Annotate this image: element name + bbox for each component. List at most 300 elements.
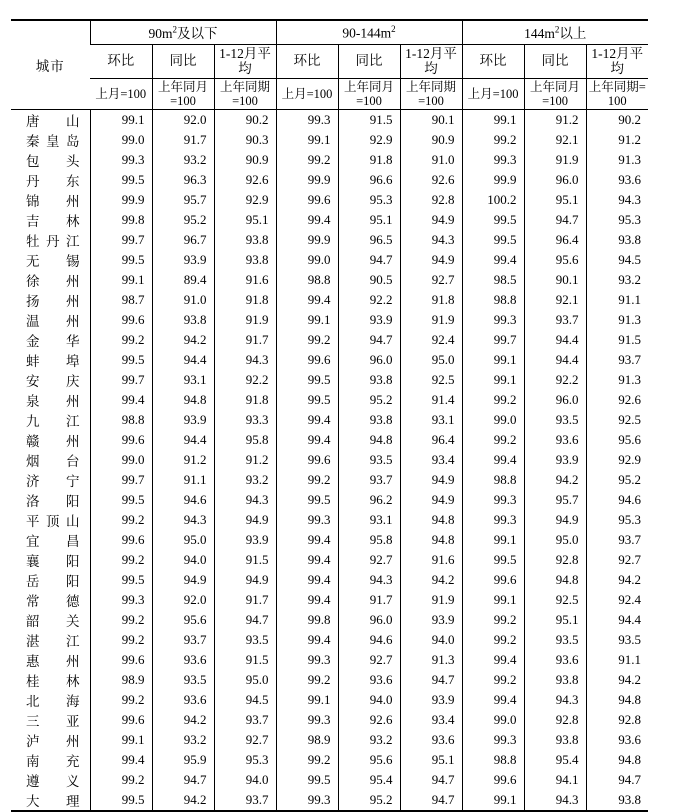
base-header-same-period: 上年同期=100 bbox=[586, 78, 648, 110]
index-value-cell: 99.5 bbox=[276, 370, 338, 390]
base-header-same-month: 上年同月=100 bbox=[524, 78, 586, 110]
index-value-cell: 99.7 bbox=[90, 470, 152, 490]
city-name: 岳 阳 bbox=[26, 574, 80, 590]
index-value-cell: 94.6 bbox=[586, 490, 648, 510]
index-value-cell: 99.2 bbox=[462, 610, 524, 630]
index-value-cell: 96.4 bbox=[400, 430, 462, 450]
index-value-cell: 94.9 bbox=[400, 250, 462, 270]
index-value-cell: 98.8 bbox=[90, 410, 152, 430]
index-value-cell: 94.3 bbox=[524, 790, 586, 811]
index-value-cell: 99.1 bbox=[462, 350, 524, 370]
group-label-suffix: 以上 bbox=[559, 26, 587, 42]
index-value-cell: 90.1 bbox=[524, 270, 586, 290]
index-value-cell: 94.2 bbox=[586, 570, 648, 590]
index-value-cell: 94.7 bbox=[400, 770, 462, 790]
index-value-cell: 96.7 bbox=[152, 230, 214, 250]
index-value-cell: 93.4 bbox=[400, 710, 462, 730]
index-value-cell: 91.5 bbox=[338, 110, 400, 131]
group-header-90-144 bbox=[276, 20, 462, 44]
table-row bbox=[11, 430, 648, 450]
index-value-cell: 99.2 bbox=[90, 610, 152, 630]
index-value-cell: 99.3 bbox=[90, 590, 152, 610]
metric-header-mom: 环比 bbox=[462, 44, 524, 78]
index-value-cell: 91.8 bbox=[214, 390, 276, 410]
index-value-cell: 90.2 bbox=[586, 110, 648, 131]
city-name: 蚌 埠 bbox=[26, 354, 80, 370]
metric-header-mom: 环比 bbox=[90, 44, 152, 78]
index-value-cell: 93.7 bbox=[524, 310, 586, 330]
table-row bbox=[11, 230, 648, 250]
index-value-cell: 95.3 bbox=[338, 190, 400, 210]
index-value-cell: 99.4 bbox=[276, 410, 338, 430]
index-value-cell: 94.8 bbox=[400, 510, 462, 530]
city-name: 桂 林 bbox=[26, 674, 80, 690]
index-value-cell: 94.4 bbox=[152, 430, 214, 450]
group-header-144-above bbox=[462, 20, 648, 44]
table-row bbox=[11, 790, 648, 811]
index-value-cell: 99.9 bbox=[462, 170, 524, 190]
index-value-cell: 94.9 bbox=[524, 510, 586, 530]
index-value-cell: 99.5 bbox=[276, 490, 338, 510]
index-value-cell: 93.8 bbox=[152, 310, 214, 330]
index-value-cell: 96.6 bbox=[338, 170, 400, 190]
index-value-cell: 99.5 bbox=[90, 570, 152, 590]
index-value-cell: 99.5 bbox=[90, 490, 152, 510]
index-value-cell: 92.7 bbox=[586, 550, 648, 570]
index-value-cell: 93.2 bbox=[338, 730, 400, 750]
index-value-cell: 99.1 bbox=[462, 790, 524, 811]
index-value-cell: 91.6 bbox=[214, 270, 276, 290]
index-value-cell: 92.5 bbox=[400, 370, 462, 390]
index-value-cell: 99.0 bbox=[90, 450, 152, 470]
city-name: 宜 昌 bbox=[26, 534, 80, 550]
index-value-cell: 91.6 bbox=[400, 550, 462, 570]
index-value-cell: 96.5 bbox=[338, 230, 400, 250]
index-value-cell: 93.9 bbox=[152, 410, 214, 430]
index-value-cell: 92.8 bbox=[524, 710, 586, 730]
table-row bbox=[11, 190, 648, 210]
index-value-cell: 92.1 bbox=[524, 130, 586, 150]
index-value-cell: 91.5 bbox=[586, 330, 648, 350]
table-row bbox=[11, 130, 648, 150]
city-column-header: 城市 bbox=[11, 20, 90, 110]
index-value-cell: 95.8 bbox=[214, 430, 276, 450]
table-row bbox=[11, 730, 648, 750]
index-value-cell: 93.8 bbox=[338, 370, 400, 390]
index-value-cell: 92.2 bbox=[214, 370, 276, 390]
index-value-cell: 92.8 bbox=[586, 710, 648, 730]
table-row bbox=[11, 470, 648, 490]
group-label: 144m bbox=[524, 26, 555, 42]
index-value-cell: 92.0 bbox=[152, 110, 214, 131]
group-header-90-below bbox=[90, 20, 276, 44]
index-value-cell: 99.5 bbox=[90, 350, 152, 370]
index-value-cell: 93.4 bbox=[400, 450, 462, 470]
index-value-cell: 94.8 bbox=[152, 390, 214, 410]
index-value-cell: 94.4 bbox=[524, 350, 586, 370]
index-value-cell: 93.1 bbox=[400, 410, 462, 430]
index-value-cell: 93.9 bbox=[524, 450, 586, 470]
city-name: 扬 州 bbox=[26, 294, 80, 310]
index-value-cell: 93.3 bbox=[214, 410, 276, 430]
index-value-cell: 94.8 bbox=[524, 570, 586, 590]
index-value-cell: 99.5 bbox=[462, 230, 524, 250]
index-value-cell: 99.5 bbox=[90, 170, 152, 190]
city-cell bbox=[11, 790, 90, 811]
base-header-same-period: 上年同期=100 bbox=[400, 78, 462, 110]
city-name: 济 宁 bbox=[26, 474, 80, 490]
group-label-suffix: 及以下 bbox=[177, 26, 218, 42]
metric-header-yoy: 同比 bbox=[524, 44, 586, 78]
index-value-cell: 93.7 bbox=[586, 350, 648, 370]
index-value-cell: 90.5 bbox=[338, 270, 400, 290]
index-value-cell: 99.7 bbox=[90, 370, 152, 390]
index-value-cell: 91.9 bbox=[400, 590, 462, 610]
index-value-cell: 91.9 bbox=[524, 150, 586, 170]
index-value-cell: 91.9 bbox=[400, 310, 462, 330]
superscript-2: 2 bbox=[172, 24, 178, 35]
group-label: 90-144m bbox=[342, 25, 392, 40]
index-value-cell: 92.2 bbox=[338, 290, 400, 310]
index-value-cell: 99.6 bbox=[90, 710, 152, 730]
city-name: 丹 东 bbox=[26, 174, 80, 190]
city-cell bbox=[11, 510, 90, 530]
city-name: 九 江 bbox=[26, 414, 80, 430]
index-value-cell: 99.5 bbox=[90, 790, 152, 811]
index-value-cell: 99.3 bbox=[462, 310, 524, 330]
index-value-cell: 91.3 bbox=[400, 650, 462, 670]
index-value-cell: 93.1 bbox=[338, 510, 400, 530]
index-value-cell: 95.1 bbox=[524, 610, 586, 630]
city-name: 平 顶 山 bbox=[26, 514, 80, 530]
table-row bbox=[11, 490, 648, 510]
index-value-cell: 94.7 bbox=[524, 210, 586, 230]
table-row bbox=[11, 330, 648, 350]
table-row bbox=[11, 310, 648, 330]
index-value-cell: 93.9 bbox=[400, 690, 462, 710]
index-value-cell: 95.1 bbox=[524, 190, 586, 210]
index-value-cell: 94.8 bbox=[586, 750, 648, 770]
table-row bbox=[11, 350, 648, 370]
index-value-cell: 95.0 bbox=[400, 350, 462, 370]
index-value-cell: 96.0 bbox=[524, 170, 586, 190]
index-value-cell: 99.4 bbox=[276, 570, 338, 590]
index-value-cell: 99.4 bbox=[462, 690, 524, 710]
index-value-cell: 91.2 bbox=[214, 450, 276, 470]
city-cell bbox=[11, 330, 90, 350]
city-cell bbox=[11, 590, 90, 610]
index-value-cell: 98.7 bbox=[90, 290, 152, 310]
index-value-cell: 99.2 bbox=[462, 630, 524, 650]
city-name: 南 充 bbox=[26, 754, 80, 770]
index-value-cell: 93.8 bbox=[586, 230, 648, 250]
city-name: 安 庆 bbox=[26, 374, 80, 390]
city-name: 泉 州 bbox=[26, 394, 80, 410]
city-name: 牡 丹 江 bbox=[26, 234, 80, 250]
index-value-cell: 99.1 bbox=[90, 730, 152, 750]
index-value-cell: 95.2 bbox=[586, 470, 648, 490]
index-value-cell: 91.4 bbox=[400, 390, 462, 410]
index-value-cell: 94.2 bbox=[152, 330, 214, 350]
index-value-cell: 99.0 bbox=[462, 410, 524, 430]
index-value-cell: 91.2 bbox=[524, 110, 586, 131]
index-value-cell: 92.7 bbox=[338, 550, 400, 570]
index-value-cell: 95.4 bbox=[524, 750, 586, 770]
table-row bbox=[11, 110, 648, 131]
table-row bbox=[11, 650, 648, 670]
index-value-cell: 94.7 bbox=[400, 670, 462, 690]
index-value-cell: 99.5 bbox=[462, 550, 524, 570]
city-cell bbox=[11, 730, 90, 750]
index-value-cell: 94.5 bbox=[214, 690, 276, 710]
index-value-cell: 94.3 bbox=[586, 190, 648, 210]
index-value-cell: 91.8 bbox=[214, 290, 276, 310]
city-cell bbox=[11, 750, 90, 770]
index-value-cell: 93.5 bbox=[338, 450, 400, 470]
index-value-cell: 98.9 bbox=[276, 730, 338, 750]
table-row bbox=[11, 210, 648, 230]
city-name: 大 理 bbox=[26, 794, 80, 810]
city-name: 烟 台 bbox=[26, 454, 80, 470]
index-value-cell: 93.2 bbox=[214, 470, 276, 490]
index-value-cell: 99.6 bbox=[276, 350, 338, 370]
index-value-cell: 99.6 bbox=[90, 650, 152, 670]
index-value-cell: 92.5 bbox=[524, 590, 586, 610]
city-name: 吉 林 bbox=[26, 214, 80, 230]
index-value-cell: 99.2 bbox=[276, 670, 338, 690]
index-value-cell: 99.6 bbox=[276, 190, 338, 210]
base-header-prev-month: 上月=100 bbox=[90, 78, 152, 110]
index-value-cell: 94.2 bbox=[586, 670, 648, 690]
city-name: 北 海 bbox=[26, 694, 80, 710]
table-row bbox=[11, 270, 648, 290]
index-value-cell: 94.4 bbox=[152, 350, 214, 370]
housing-price-index-table bbox=[11, 19, 648, 812]
city-name: 韶 关 bbox=[26, 614, 80, 630]
index-value-cell: 91.0 bbox=[152, 290, 214, 310]
index-value-cell: 99.3 bbox=[276, 510, 338, 530]
index-value-cell: 95.2 bbox=[338, 790, 400, 811]
index-value-cell: 93.8 bbox=[524, 670, 586, 690]
index-value-cell: 99.5 bbox=[276, 390, 338, 410]
index-value-cell: 99.3 bbox=[276, 650, 338, 670]
index-value-cell: 94.2 bbox=[152, 710, 214, 730]
index-value-cell: 93.5 bbox=[524, 630, 586, 650]
index-value-cell: 92.7 bbox=[400, 270, 462, 290]
index-value-cell: 93.5 bbox=[524, 410, 586, 430]
city-cell bbox=[11, 670, 90, 690]
table-row bbox=[11, 590, 648, 610]
index-value-cell: 92.7 bbox=[214, 730, 276, 750]
index-value-cell: 99.3 bbox=[462, 490, 524, 510]
index-value-cell: 94.9 bbox=[214, 510, 276, 530]
index-value-cell: 94.8 bbox=[586, 690, 648, 710]
index-value-cell: 90.9 bbox=[400, 130, 462, 150]
index-value-cell: 95.6 bbox=[586, 430, 648, 450]
table-row bbox=[11, 370, 648, 390]
city-cell bbox=[11, 230, 90, 250]
index-value-cell: 94.0 bbox=[400, 630, 462, 650]
index-value-cell: 99.4 bbox=[276, 590, 338, 610]
city-cell bbox=[11, 550, 90, 570]
index-value-cell: 90.2 bbox=[214, 110, 276, 131]
index-value-cell: 91.5 bbox=[214, 650, 276, 670]
metric-header-row bbox=[11, 44, 648, 78]
table-row bbox=[11, 610, 648, 630]
index-value-cell: 100.2 bbox=[462, 190, 524, 210]
base-header-row bbox=[11, 78, 648, 110]
index-value-cell: 99.9 bbox=[90, 190, 152, 210]
city-cell bbox=[11, 610, 90, 630]
index-value-cell: 96.0 bbox=[338, 610, 400, 630]
index-value-cell: 99.9 bbox=[276, 230, 338, 250]
index-value-cell: 92.6 bbox=[338, 710, 400, 730]
index-value-cell: 95.7 bbox=[524, 490, 586, 510]
index-value-cell: 96.4 bbox=[524, 230, 586, 250]
table-header bbox=[11, 20, 648, 110]
index-value-cell: 93.9 bbox=[400, 610, 462, 630]
table-row bbox=[11, 150, 648, 170]
table-row bbox=[11, 690, 648, 710]
index-value-cell: 99.3 bbox=[276, 110, 338, 131]
index-value-cell: 91.3 bbox=[586, 150, 648, 170]
metric-header-avg: 1-12月平均 bbox=[214, 44, 276, 78]
city-cell bbox=[11, 110, 90, 131]
index-value-cell: 93.6 bbox=[524, 430, 586, 450]
index-value-cell: 99.2 bbox=[276, 470, 338, 490]
index-value-cell: 99.3 bbox=[462, 150, 524, 170]
index-value-cell: 95.0 bbox=[152, 530, 214, 550]
index-value-cell: 99.3 bbox=[276, 710, 338, 730]
index-value-cell: 99.0 bbox=[90, 130, 152, 150]
index-value-cell: 91.7 bbox=[214, 590, 276, 610]
index-value-cell: 93.8 bbox=[586, 790, 648, 811]
city-cell bbox=[11, 290, 90, 310]
index-value-cell: 94.3 bbox=[214, 490, 276, 510]
index-value-cell: 93.6 bbox=[400, 730, 462, 750]
index-value-cell: 94.9 bbox=[400, 490, 462, 510]
index-value-cell: 94.7 bbox=[400, 790, 462, 811]
city-name: 湛 江 bbox=[26, 634, 80, 650]
index-value-cell: 98.5 bbox=[462, 270, 524, 290]
index-value-cell: 98.8 bbox=[462, 470, 524, 490]
index-value-cell: 94.4 bbox=[524, 330, 586, 350]
index-value-cell: 94.9 bbox=[214, 570, 276, 590]
index-value-cell: 99.1 bbox=[90, 270, 152, 290]
index-value-cell: 95.2 bbox=[338, 390, 400, 410]
index-value-cell: 95.3 bbox=[214, 750, 276, 770]
city-name: 常 德 bbox=[26, 594, 80, 610]
index-value-cell: 99.2 bbox=[462, 670, 524, 690]
index-value-cell: 95.8 bbox=[338, 530, 400, 550]
index-value-cell: 95.6 bbox=[152, 610, 214, 630]
index-value-cell: 99.2 bbox=[462, 390, 524, 410]
table-row bbox=[11, 630, 648, 650]
index-value-cell: 99.5 bbox=[90, 250, 152, 270]
index-value-cell: 93.6 bbox=[152, 690, 214, 710]
index-value-cell: 96.0 bbox=[338, 350, 400, 370]
index-value-cell: 94.7 bbox=[586, 770, 648, 790]
index-value-cell: 94.9 bbox=[152, 570, 214, 590]
index-value-cell: 93.8 bbox=[338, 410, 400, 430]
city-cell bbox=[11, 310, 90, 330]
index-value-cell: 93.6 bbox=[586, 170, 648, 190]
index-value-cell: 91.0 bbox=[400, 150, 462, 170]
city-name: 无 锡 bbox=[26, 254, 80, 270]
table-row bbox=[11, 250, 648, 270]
table-row bbox=[11, 450, 648, 470]
index-value-cell: 99.4 bbox=[462, 250, 524, 270]
index-value-cell: 93.8 bbox=[524, 730, 586, 750]
index-value-cell: 93.2 bbox=[586, 270, 648, 290]
index-value-cell: 94.7 bbox=[338, 330, 400, 350]
index-value-cell: 93.9 bbox=[152, 250, 214, 270]
index-value-cell: 91.8 bbox=[400, 290, 462, 310]
index-value-cell: 99.1 bbox=[276, 310, 338, 330]
index-value-cell: 99.6 bbox=[90, 430, 152, 450]
index-value-cell: 94.1 bbox=[524, 770, 586, 790]
index-value-cell: 91.7 bbox=[214, 330, 276, 350]
index-value-cell: 99.6 bbox=[462, 570, 524, 590]
index-value-cell: 94.3 bbox=[338, 570, 400, 590]
index-value-cell: 95.2 bbox=[152, 210, 214, 230]
index-value-cell: 92.4 bbox=[586, 590, 648, 610]
index-value-cell: 94.0 bbox=[338, 690, 400, 710]
city-cell bbox=[11, 630, 90, 650]
index-value-cell: 99.3 bbox=[462, 730, 524, 750]
city-cell bbox=[11, 490, 90, 510]
index-value-cell: 99.0 bbox=[462, 710, 524, 730]
index-value-cell: 99.2 bbox=[90, 770, 152, 790]
index-value-cell: 91.7 bbox=[152, 130, 214, 150]
index-value-cell: 94.6 bbox=[152, 490, 214, 510]
index-value-cell: 99.1 bbox=[462, 110, 524, 131]
group-header-row bbox=[11, 20, 648, 44]
city-name: 温 州 bbox=[26, 314, 80, 330]
index-value-cell: 94.4 bbox=[586, 610, 648, 630]
index-value-cell: 94.2 bbox=[400, 570, 462, 590]
index-value-cell: 92.5 bbox=[586, 410, 648, 430]
index-value-cell: 99.6 bbox=[462, 770, 524, 790]
index-value-cell: 95.1 bbox=[338, 210, 400, 230]
index-value-cell: 90.1 bbox=[400, 110, 462, 131]
index-value-cell: 99.2 bbox=[276, 750, 338, 770]
index-value-cell: 99.9 bbox=[276, 170, 338, 190]
index-value-cell: 91.1 bbox=[152, 470, 214, 490]
index-value-cell: 92.2 bbox=[524, 370, 586, 390]
metric-header-yoy: 同比 bbox=[152, 44, 214, 78]
index-value-cell: 99.1 bbox=[462, 590, 524, 610]
index-value-cell: 94.3 bbox=[214, 350, 276, 370]
table-row bbox=[11, 410, 648, 430]
index-value-cell: 99.4 bbox=[90, 750, 152, 770]
index-value-cell: 94.3 bbox=[400, 230, 462, 250]
city-name: 锦 州 bbox=[26, 194, 80, 210]
index-value-cell: 93.7 bbox=[214, 710, 276, 730]
table-row bbox=[11, 770, 648, 790]
city-cell bbox=[11, 470, 90, 490]
index-value-cell: 91.9 bbox=[214, 310, 276, 330]
index-value-cell: 91.5 bbox=[214, 550, 276, 570]
city-cell bbox=[11, 530, 90, 550]
index-value-cell: 91.2 bbox=[152, 450, 214, 470]
index-value-cell: 95.7 bbox=[152, 190, 214, 210]
city-cell bbox=[11, 410, 90, 430]
superscript-2: 2 bbox=[391, 23, 396, 34]
index-value-cell: 96.3 bbox=[152, 170, 214, 190]
city-name: 包 头 bbox=[26, 154, 80, 170]
index-value-cell: 93.9 bbox=[338, 310, 400, 330]
